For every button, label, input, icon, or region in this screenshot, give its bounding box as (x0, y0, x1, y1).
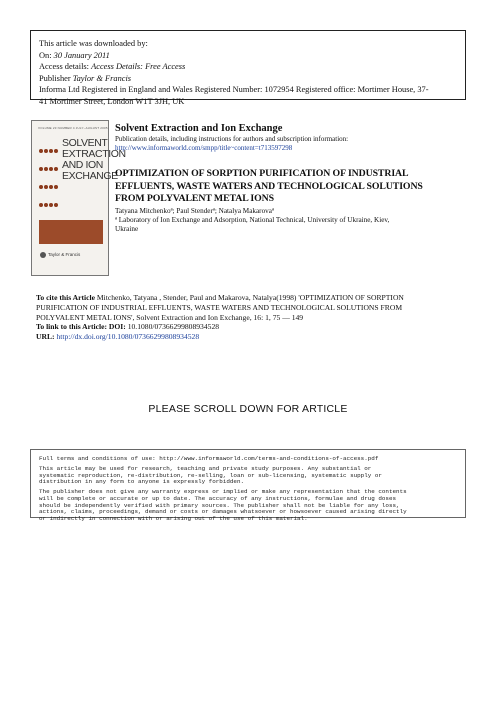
cover-title-line: EXCHANGE (62, 170, 118, 182)
terms-box (30, 449, 466, 522)
article-authors: Tatyana Mitchenkoª; Paul Stenderª; Natalya Makarovaª (115, 206, 274, 215)
download-date: 30 January 2011 (53, 50, 110, 60)
terms-text: The publisher does not give any warranty express or implied or make any representation that the contents (39, 488, 407, 496)
terms-line: Full terms and conditions of use: http://www.informaworld.com/terms-and-conditions-of-access.pdf (39, 455, 379, 462)
terms-text: distribution in any form to anyone is expressly forbidden. (39, 478, 245, 486)
author-affiliation-cont: Ukraine (115, 224, 139, 233)
informa-registration: Informa Ltd Registered in England and Wales Registered Number: 1072954 Registered office: Mortimer House, 37- (39, 85, 429, 95)
journal-url-link[interactable]: http://www.informaworld.com/smpp/title~content=t713597298 (115, 144, 293, 152)
article-title-line: EFFLUENTS, WASTE WATERS AND TECHNOLOGICAL SOLUTIONS (115, 180, 423, 192)
article-title (115, 168, 465, 206)
doi-line (36, 322, 464, 332)
cover-title-line: SOLVENT (62, 137, 108, 149)
download-date-line (39, 50, 457, 62)
terms-text: or indirectly in connection with or arising out of the use of this material. (39, 514, 308, 522)
cite-text: Mitchenko, Tatyana , Stender, Paul and Makarova, Natalya(1998) 'OPTIMIZATION OF SORPTION (94, 293, 404, 302)
author-affiliation: ª Laboratory of Ion Exchange and Adsorption, National Technical, University of Ukraine, Kiev, (115, 215, 390, 224)
access-details-label: Access details: (39, 62, 92, 72)
terms-text: should be independently verified with primary sources. The publisher shall not be liable for any loss, (39, 501, 400, 509)
citation-line (36, 293, 464, 303)
journal-info (115, 122, 465, 234)
download-date-label: On: (39, 50, 54, 60)
journal-name: Solvent Extraction and Ion Exchange (115, 123, 283, 134)
cover-color-block (39, 220, 103, 244)
journal-cover-image (31, 120, 126, 276)
download-line: This article was downloaded by: (39, 39, 148, 48)
terms-text: This article may be used for research, teaching and private study purposes. Any substantial or (39, 465, 372, 473)
access-details-value: Access Details: Free Access (91, 62, 186, 72)
doi-value: 10.1080/07366299808934528 (125, 322, 220, 332)
doi-label: To link to this Article: DOI: (36, 322, 126, 332)
publisher-label: Publisher (39, 73, 73, 83)
scroll-notice: PLEASE SCROLL DOWN FOR ARTICLE (148, 403, 348, 415)
access-details-line (39, 61, 457, 73)
citation-block (36, 293, 464, 342)
informa-address: 41 Mortimer Street, London W1T 3JH, UK (39, 96, 185, 106)
cover-publisher-logo (40, 252, 80, 258)
citation-line: POLYVALENT METAL IONS', Solvent Extraction and Ion Exchange, 16: 1, 75 — 149 (36, 312, 304, 322)
cite-label: To cite this Article (36, 293, 95, 302)
publisher-line (39, 73, 457, 85)
cover-title (62, 137, 126, 182)
doi-url-link[interactable]: http://dx.doi.org/10.1080/07366299808934528 (54, 332, 200, 342)
terms-usage-paragraph (39, 466, 457, 486)
publication-details: Publication details, including instructions for authors and subscription information: (115, 135, 349, 143)
article-title-line: FROM POLYVALENT METAL IONS (115, 193, 274, 204)
terms-text: systematic reproduction, re-distribution, re-selling, loan or sub-licensing, systematic supply or (39, 471, 382, 479)
terms-disclaimer-paragraph (39, 489, 457, 522)
url-label: URL: (36, 332, 55, 342)
cover-title-line: EXTRACTION (62, 148, 126, 160)
publisher-name: Taylor & Francis (72, 73, 132, 83)
download-info-box (30, 30, 466, 106)
url-line (36, 332, 464, 342)
citation-line: PURIFICATION OF INDUSTRIAL EFFLUENTS, WASTE WATERS AND TECHNOLOGICAL SOLUTIONS FROM (36, 302, 403, 312)
terms-text: will be complete or accurate or up to date. The accuracy of any instructions, formulae and drug doses (39, 494, 397, 502)
terms-text: actions, claims, proceedings, demand or costs or damages whatsoever or howsoever caused arising directly (39, 508, 407, 516)
cover-title-line: AND ION (62, 159, 103, 171)
article-title-line: OPTIMIZATION OF SORPTION PURIFICATION OF INDUSTRIAL (115, 168, 409, 179)
cover-dot-pattern (39, 142, 59, 214)
publisher-logo-icon (40, 252, 46, 258)
cover-issue-line: VOLUME 23 NUMBER 4 JULY–AUGUST 2005 (38, 126, 108, 130)
cover-publisher-name: Taylor & Francis (48, 252, 81, 258)
